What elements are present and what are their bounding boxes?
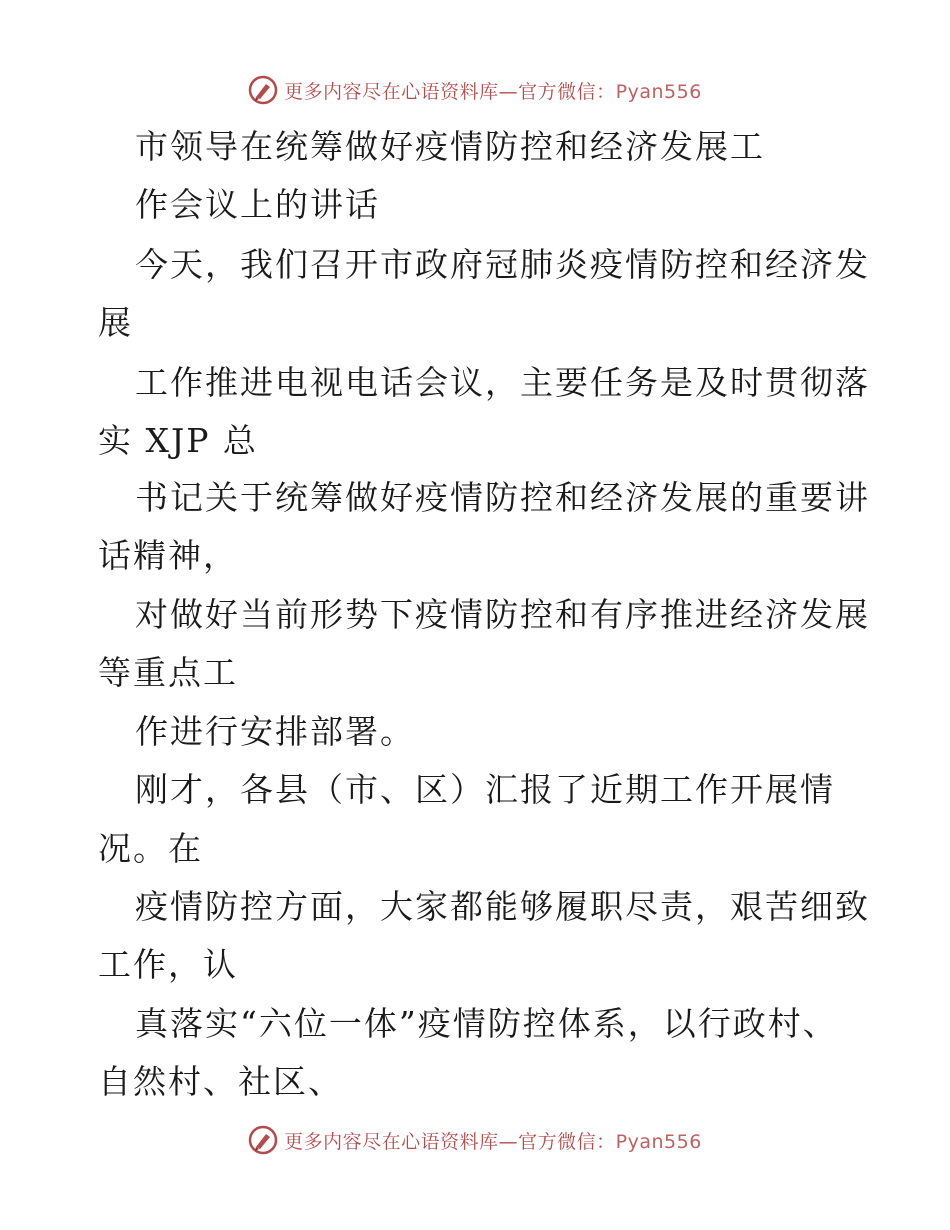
watermark-wechat-id: Pyan556 — [615, 80, 702, 103]
watermark-wechat-id: Pyan556 — [615, 1130, 702, 1153]
paragraph-line: 话精神， — [98, 536, 238, 575]
paragraph-line: 展 — [98, 303, 133, 342]
watermark-text: 更多内容尽在心语资料库—官方微信：Pyan556 — [284, 80, 702, 103]
paragraph-line: 实 XJP 总 — [98, 421, 258, 460]
paragraph-line: 书记关于统筹做好疫情防控和经济发展的重要讲 — [135, 478, 870, 517]
paragraph-line: 真落实“六位一体”疫情防控体系，以行政村、 — [135, 1004, 838, 1043]
document-title-line: 作会议上的讲话 — [135, 185, 380, 224]
pen-logo-icon — [248, 1125, 278, 1155]
paragraph-line: 自然村、社区、 — [98, 1062, 343, 1101]
footer-watermark — [0, 1120, 950, 1160]
paragraph-line: 况。在 — [98, 829, 203, 868]
paragraph-line: 刚才，各县（市、区）汇报了近期工作开展情 — [135, 770, 835, 809]
document-title-line: 市领导在统筹做好疫情防控和经济发展工 — [135, 127, 765, 166]
paragraph-line: 工作推进电视电话会议，主要任务是及时贯彻落 — [135, 363, 870, 402]
paragraph-line: 作进行安排部署。 — [135, 712, 415, 751]
paragraph-line: 工作，认 — [98, 945, 238, 984]
paragraph-line: 等重点工 — [98, 653, 238, 692]
paragraph-line: 对做好当前形势下疫情防控和有序推进经济发展 — [135, 595, 870, 634]
pen-logo-icon — [248, 75, 278, 105]
paragraph-line: 疫情防控方面，大家都能够履职尽责，艰苦细致 — [135, 887, 870, 926]
watermark-text: 更多内容尽在心语资料库—官方微信：Pyan556 — [284, 1130, 702, 1153]
paragraph-line: 今天，我们召开市政府冠肺炎疫情防控和经济发 — [135, 245, 870, 284]
header-watermark — [0, 70, 950, 110]
